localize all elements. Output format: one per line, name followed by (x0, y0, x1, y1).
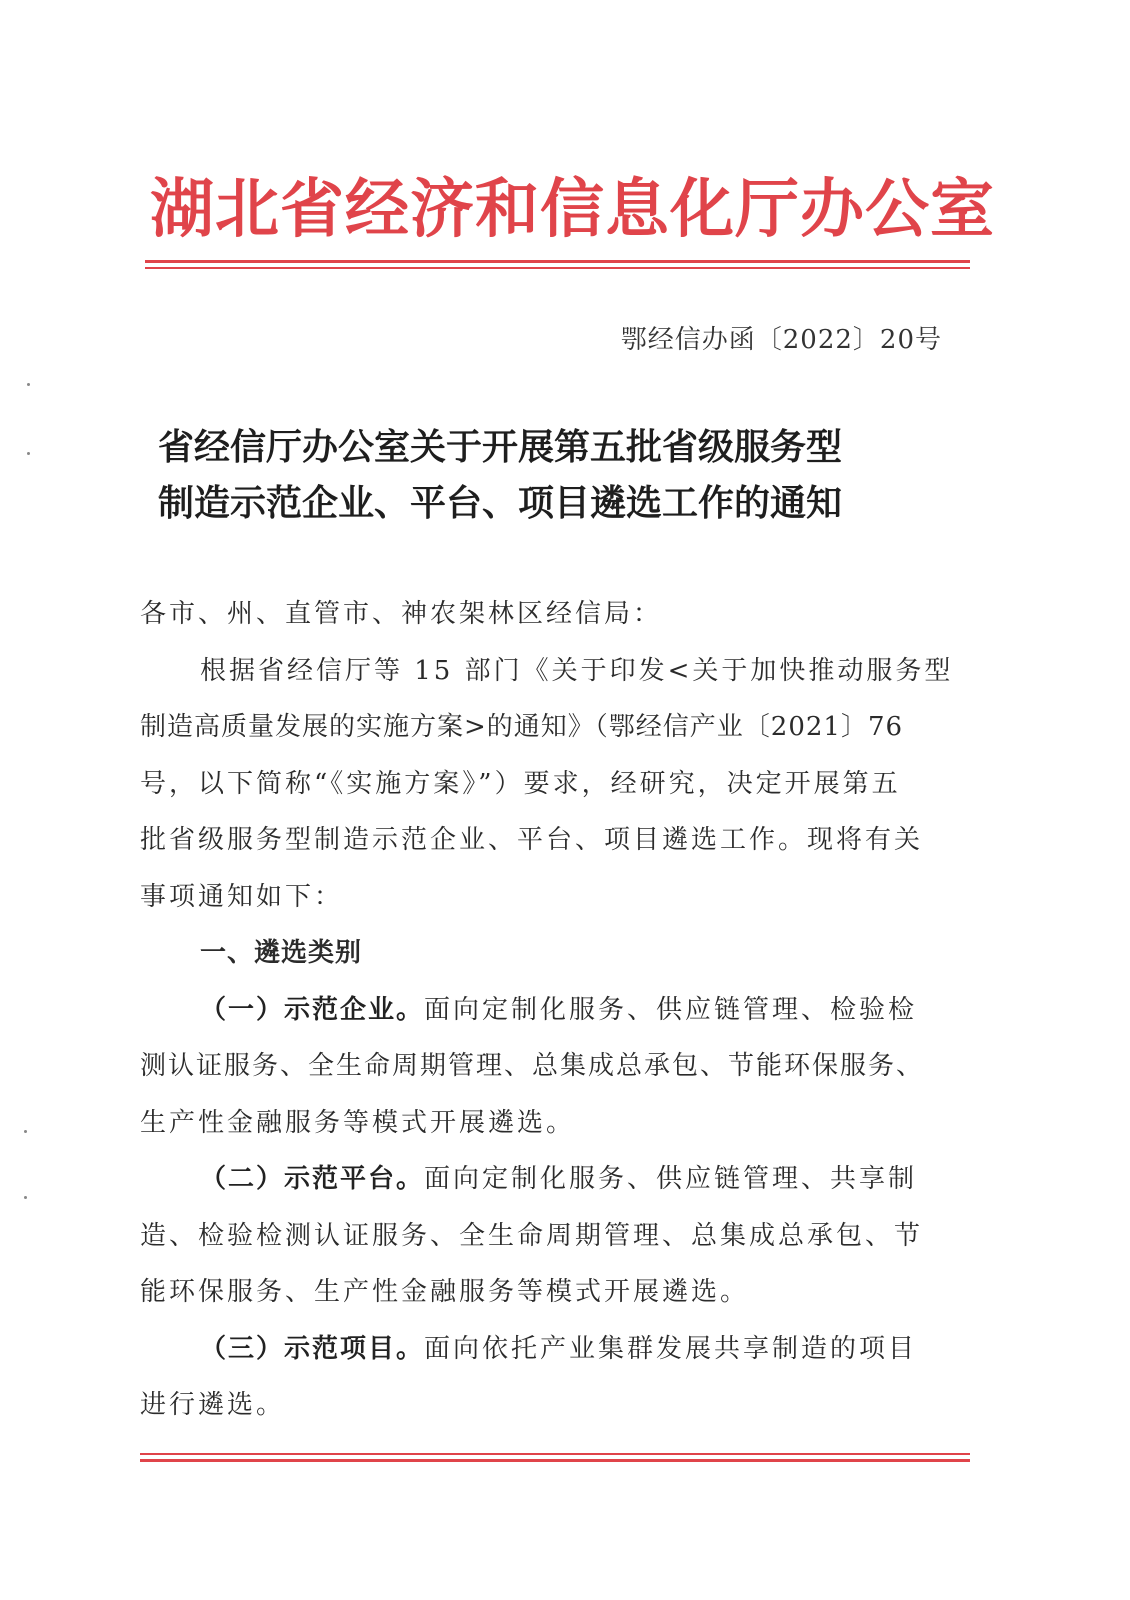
intro-line-1: 根据省经信厅等 15 部门《关于印发<关于加快推动服务型 (200, 655, 954, 686)
scan-speck (24, 1196, 27, 1199)
section-heading-categories: 一、遴选类别 (200, 938, 363, 968)
item-demo-enterprise-text-1: 面向定制化服务、供应链管理、检验检 (424, 994, 918, 1025)
header-red-rule-top (145, 260, 970, 263)
salutation: 各市、州、直管市、神农架林区经信局： (140, 599, 663, 629)
intro-line-4: 批省级服务型制造示范企业、平台、项目遴选工作。现将有关 (140, 825, 924, 855)
intro-line-3: 号，以下简称“《实施方案》”）要求，经研究，决定开展第五 (140, 768, 901, 799)
item-demo-platform-line-2: 造、检验检测认证服务、全生命周期管理、总集成总承包、节 (140, 1220, 924, 1251)
item-demo-enterprise-head: （一）示范企业。 (200, 994, 425, 1025)
item-demo-project-line-2: 进行遴选。 (140, 1390, 286, 1420)
document-body (140, 586, 970, 1434)
intro-line-5: 事项通知如下： (140, 881, 344, 912)
notice-title (158, 420, 978, 532)
notice-title-line-2: 制造示范企业、平台、项目遴选工作的通知 (158, 483, 843, 524)
document-number: 鄂经信办函〔2022〕20号 (620, 325, 942, 355)
org-header-title: 湖北省经济和信息化厅办公室 (150, 173, 995, 247)
scan-speck (24, 1130, 27, 1133)
item-demo-platform-line-1 (140, 1151, 970, 1208)
item-demo-platform-head: （二）示范平台。 (200, 1164, 425, 1194)
item-demo-enterprise-line-3: 生产性金融服务等模式开展遴选。 (140, 1107, 576, 1138)
intro-line-2: 制造高质量发展的实施方案>的通知》（鄂经信产业〔2021〕76 (140, 712, 904, 742)
footer-red-rule-top (140, 1453, 970, 1455)
item-demo-platform-line-3: 能环保服务、生产性金融服务等模式开展遴选。 (140, 1277, 750, 1307)
item-demo-platform-text-1: 面向定制化服务、供应链管理、共享制 (424, 1164, 918, 1194)
scan-speck (27, 383, 30, 386)
item-demo-project-line-1 (140, 1321, 970, 1378)
item-demo-enterprise-line-1 (140, 982, 970, 1039)
item-demo-enterprise-line-2: 测认证服务、全生命周期管理、总集成总承包、节能环保服务、 (140, 1051, 925, 1081)
notice-title-line-1: 省经信厅办公室关于开展第五批省级服务型 (158, 427, 843, 468)
item-demo-project-text-1: 面向依托产业集群发展共享制造的项目 (424, 1333, 918, 1364)
scan-speck (27, 452, 30, 455)
item-demo-project-head: （三）示范项目。 (200, 1333, 425, 1364)
header-red-rule-bottom (145, 267, 970, 269)
footer-red-rule-bottom (140, 1459, 970, 1462)
